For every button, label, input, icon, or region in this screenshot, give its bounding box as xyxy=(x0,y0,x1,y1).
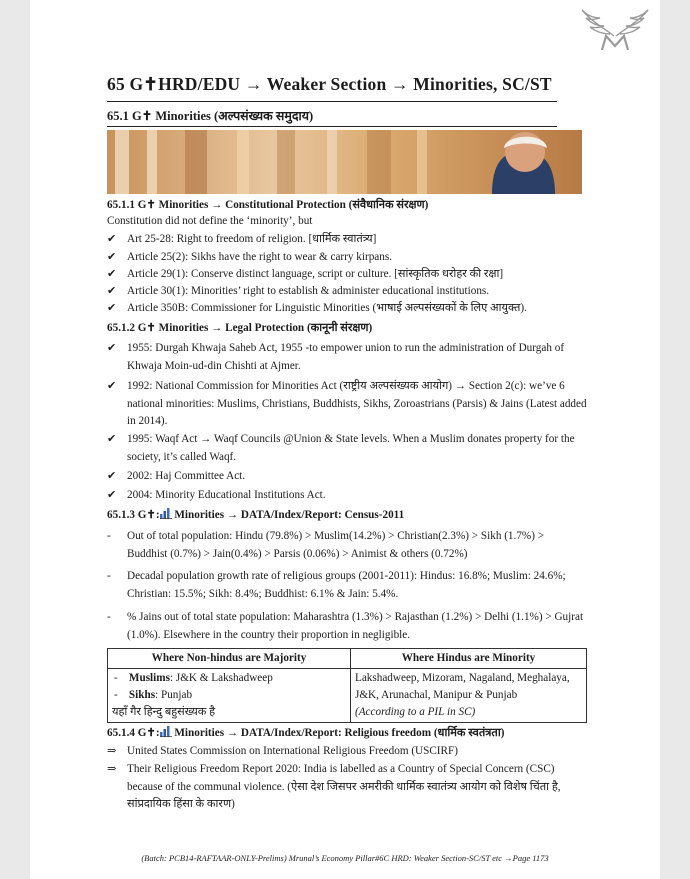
minority-table xyxy=(107,648,587,723)
logo-wings-icon xyxy=(580,6,650,54)
table-header: Where Hindus are Minority xyxy=(351,649,587,669)
table-header: Where Non-hindus are Majority xyxy=(108,649,351,669)
section-title: 65.1 G✝ Minorities (अल्पसंख्यक समुदाय) xyxy=(107,109,314,123)
check-icon: ✔ xyxy=(107,302,117,314)
heading-legal-protection: 65.1.2 G✝ Minorities → Legal Protection (कानूनी संरक्षण) xyxy=(107,322,373,334)
constitution-intro: Constitution did not define the ‘minority’, but xyxy=(107,215,313,227)
table-row xyxy=(108,669,587,723)
bar-chart-icon xyxy=(160,726,172,737)
check-icon: ✔ xyxy=(107,470,117,482)
check-icon: ✔ xyxy=(107,342,117,354)
heading-religious-freedom: 65.1.4 G✝: Minorities → DATA/Index/Report: Religious freedom (धार्मिक स्वतंत्रता) xyxy=(107,727,505,739)
document-page: 65 G✝HRD/EDU → Weaker Section → Minorities, SC/ST 65.1 G✝ Minorities (अल्पसंख्यक समुदाय) 65.1.1 G✝ Minorities → Constitutional Protection (संवैधानिक संरक्षण) Constitution did not define the ‘minority’, but ✔ Art 25-28: Right to freedom of religion. [धार्मिक स्वातंत्र्य] ✔ Article 25(2): Sikhs have the right to wear & carry kirpans. ✔ Article 29(1): Conserve distinct language, script or culture. [सांस्कृतिक धरोहर की रक्षा] ✔ Article 30(1): Minorities’ right to establish & administer educational institutions. ✔ Article 350B: Commissioner for Linguistic Minorities (भाषाई अल्पसंख्यकों के लिए आयुक्त). 65.1.2 G✝ Minorities → Legal Protection (कानूनी संरक्षण) ✔ 1955: Durgah Khwaja Saheb Act, 1955 -to empower union to run the administration of Durgah of Khwaja Moin-ud-din Chishti at Ajmer. ✔ 1992: National Commission for Minorities Act (राष्ट्रीय अल्पसंख्यक आयोग) → Section 2(c): we’ve 6 national minorities: Muslims, Christians, Buddhists, Sikhs, Zoroastrians (Parsis) & Jains (Latest added in 2014). ✔ 1995: Waqf Act → Waqf Councils @Union & State levels. When a Muslim donates property for the society, it’s called Waqf. ✔ 2002: Haj Committee Act. ✔ 2004: Minority Educational Institutions Act. 65.1.3 G✝: Minorities → DATA/Index/Report: Census-2011 - Out of total population: Hindu (79.8%) > Muslim(14.2%) > Christian(2.3%) > Sikh (1.7%) > Buddhist (0.7%) > Jain(0.4%) > Parsis (0.06%) > Animist & others (0.72%) - Decadal population growth rate of religious groups (2001-2011): Hindus: 16.8%; Muslim: 24.6%; Christian: 15.5%; Sikh: 8.4%; Buddhist: 6.1% & Jain: 5.4%. - % Jains out of total state population: Maharashtra (1.3%) > Rajasthan (1.2%) > Delhi (1.1%) > Gujrat (1.0%). Elsewhere in the country their proportion in negligible. Where Non-hindus are Majority Where Hindus are Minority - Muslims: J&K & Lakshadweep - Sikhs: Punjab यहाँ गैर हिन्दु बहुसंख्यक है Lakshadweep, Mizoram, Nagaland, Meghalaya, J&K, Arunachal, Manipur & Punjab (According to a PIL in SC) 65.1.4 G✝: Minorities → DATA/Index/Report: Religious freedom (धार्मिक स्वतंत्रता) ⇒ United States Commission on International Religious Freedom (USCIRF) ⇒ Their Religious Freedom Report 2020: India is labelled as a Country of Special Concern (CSC) because of the communal violence. (ऐसा देश जिसपर अमरीकी धार्मिक स्वातंत्र्य आयोग को विशेष चिंता है, सांप्रदायिक हिंसा के कारण) (Batch: PCB14-RAFTAAR-ONLY-Prelims) Mrunal’s Economy Pillar#6C HRD: Weaker Section-SC/ST etc →Page 1173 xyxy=(30,0,660,879)
check-icon: ✔ xyxy=(107,489,117,501)
check-icon: ✔ xyxy=(107,233,117,245)
section-divider xyxy=(107,126,557,127)
table-cell: Lakshadweep, Mizoram, Nagaland, Meghalaya, J&K, Arunachal, Manipur & Punjab (According to a PIL in SC) xyxy=(351,669,587,723)
heading-constitutional-protection: 65.1.1 G✝ Minorities → Constitutional Protection (संवैधानिक संरक्षण) xyxy=(107,199,429,211)
check-icon: ✔ xyxy=(107,268,117,280)
check-icon: ✔ xyxy=(107,285,117,297)
table-header-row xyxy=(108,649,587,669)
arrow-icon: ⇒ xyxy=(107,763,117,775)
check-icon: ✔ xyxy=(107,251,117,263)
dash-bullet: - xyxy=(107,611,111,623)
page-title: 65 G✝HRD/EDU → Weaker Section → Minorities, SC/ST xyxy=(107,74,552,94)
dash-bullet: - xyxy=(107,570,111,582)
heading-census-2011: 65.1.3 G✝: Minorities → DATA/Index/Report: Census-2011 xyxy=(107,509,405,521)
table-cell: - Muslims: J&K & Lakshadweep - Sikhs: Punjab यहाँ गैर हिन्दु बहुसंख्यक है xyxy=(108,669,351,723)
check-icon: ✔ xyxy=(107,433,117,445)
check-icon: ✔ xyxy=(107,380,117,392)
banner-image xyxy=(107,130,582,194)
dash-bullet: - xyxy=(107,530,111,542)
title-divider xyxy=(107,101,557,102)
bar-chart-icon xyxy=(160,508,172,519)
page-footer: (Batch: PCB14-RAFTAAR-ONLY-Prelims) Mrunal’s Economy Pillar#6C HRD: Weaker Section-SC/ST etc →Page 1173 xyxy=(141,853,549,863)
arrow-icon: ⇒ xyxy=(107,745,117,757)
